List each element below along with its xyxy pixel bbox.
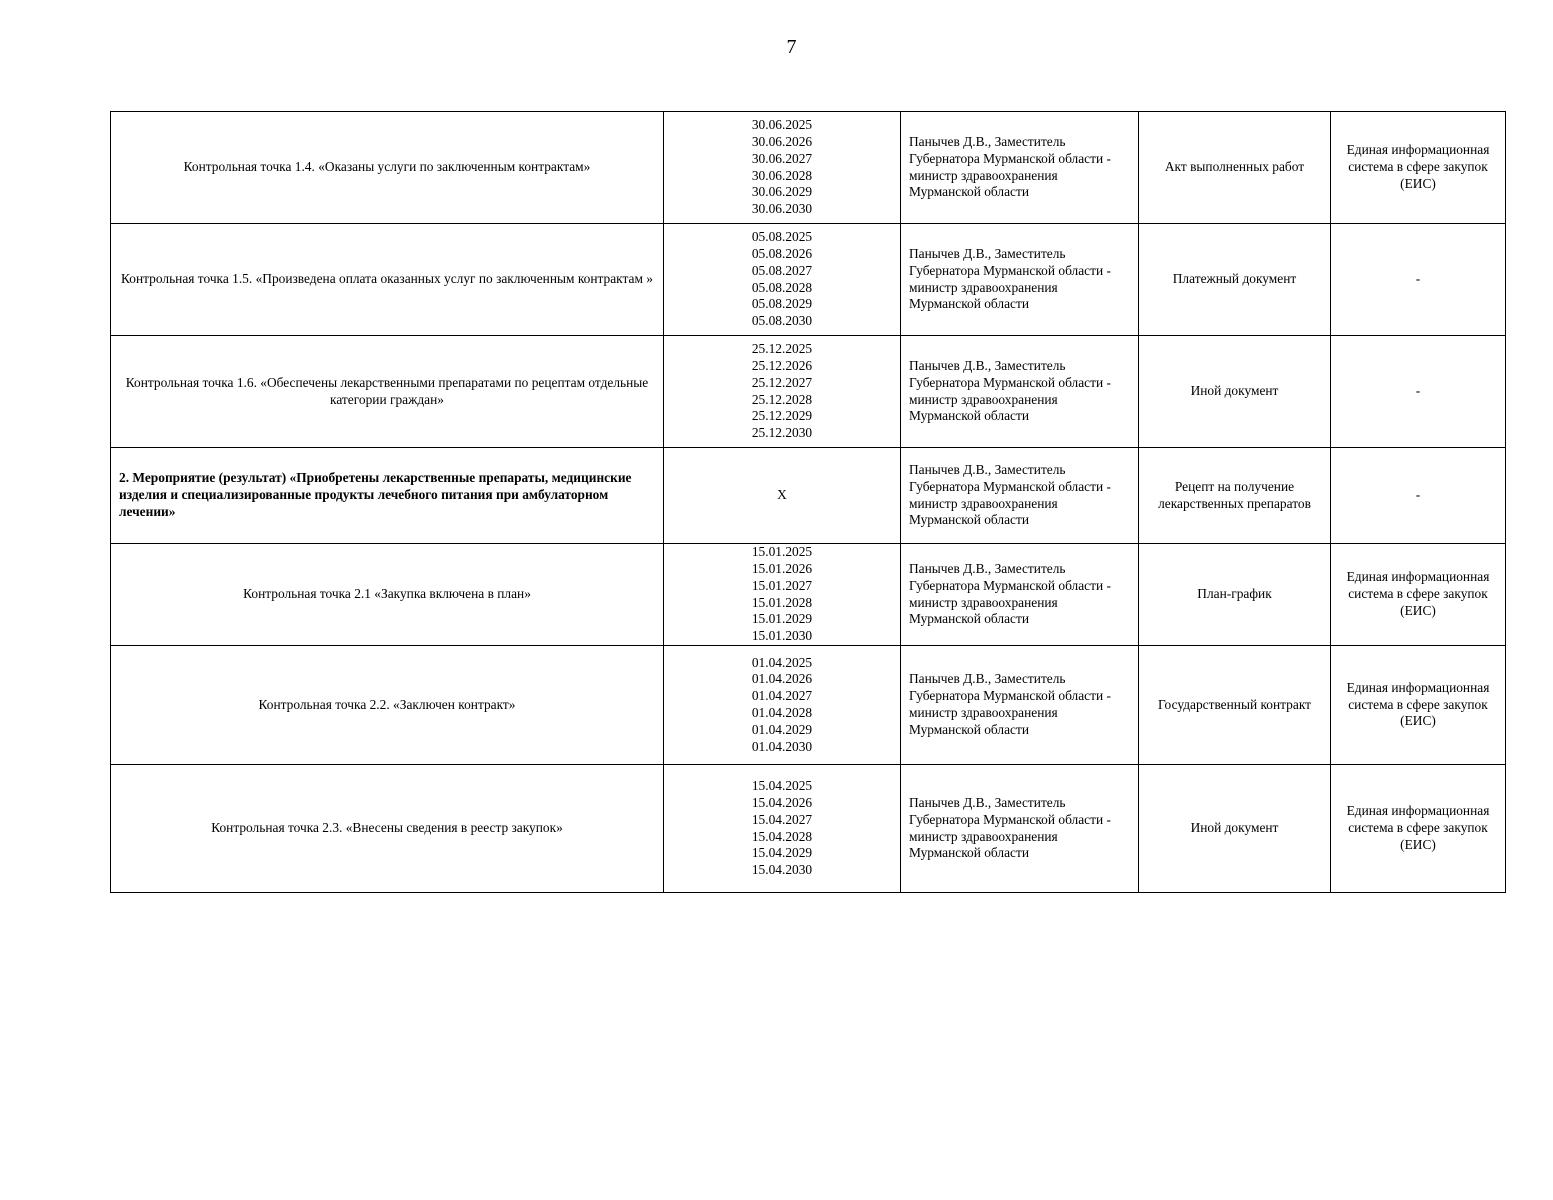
table-row [111, 646, 1506, 765]
document-type-cell: Иной документ [1139, 765, 1331, 893]
responsible-cell: Панычев Д.В., Заместитель Губернатора Мурманской области - министр здравоохранения Мурманской области [901, 112, 1139, 224]
information-system-cell: - [1331, 224, 1506, 336]
control-point-name-cell: Контрольная точка 2.2. «Заключен контракт» [111, 646, 664, 765]
table-row [111, 448, 1506, 544]
date-value: 15.01.2030 [751, 628, 813, 644]
information-system-cell: Единая информационная система в сфере закупок (ЕИС) [1331, 646, 1506, 765]
dates-cell [664, 544, 901, 646]
date-value: 30.06.2025 [751, 117, 813, 133]
date-value: 15.04.2025 [751, 778, 813, 794]
date-value: 30.06.2029 [751, 184, 813, 200]
date-value: 01.04.2028 [751, 705, 813, 720]
date-value: 15.01.2028 [751, 594, 813, 610]
date-value: 30.06.2030 [751, 201, 813, 217]
responsible-cell: Панычев Д.В., Заместитель Губернатора Мурманской области - министр здравоохранения Мурманской области [901, 646, 1139, 765]
activity-title-cell: 2. Мероприятие (результат) «Приобретены лекарственные препараты, медицинские изделия и специализированные продукты лечебного питания при амбулаторном лечении» [111, 448, 664, 544]
date-value: 25.12.2028 [751, 391, 813, 407]
document-type-cell: Платежный документ [1139, 224, 1331, 336]
control-point-name-cell: Контрольная точка 2.3. «Внесены сведения в реестр закупок» [111, 765, 664, 893]
information-system-cell: Единая информационная система в сфере закупок (ЕИС) [1331, 112, 1506, 224]
document-type-cell: Акт выполненных работ [1139, 112, 1331, 224]
date-value: 30.06.2028 [751, 167, 813, 183]
table-row [111, 112, 1506, 224]
control-point-name-cell: Контрольная точка 1.4. «Оказаны услуги по заключенным контрактам» [111, 112, 664, 224]
document-type-cell: План-график [1139, 544, 1331, 646]
dates-cell [664, 448, 901, 544]
date-value: 05.08.2026 [751, 245, 813, 261]
dates-cell [664, 224, 901, 336]
control-points-table [110, 111, 1506, 893]
date-value: 15.04.2029 [751, 845, 813, 861]
dates-cell [664, 646, 901, 765]
table-body [111, 112, 1506, 893]
table-row [111, 224, 1506, 336]
date-value: 25.12.2027 [751, 374, 813, 390]
responsible-cell: Панычев Д.В., Заместитель Губернатора Мурманской области - министр здравоохранения Мурманской области [901, 448, 1139, 544]
page-number: 7 [786, 36, 797, 58]
responsible-cell: Панычев Д.В., Заместитель Губернатора Мурманской области - министр здравоохранения Мурманской области [901, 336, 1139, 448]
dates-cell [664, 765, 901, 893]
information-system-cell: Единая информационная система в сфере закупок (ЕИС) [1331, 544, 1506, 646]
date-value: 15.04.2030 [751, 862, 813, 878]
date-value: 30.06.2027 [751, 150, 813, 166]
date-value: 25.12.2025 [751, 341, 813, 357]
date-value: 01.04.2029 [751, 721, 813, 737]
date-value: 15.04.2026 [751, 794, 813, 810]
control-point-name-cell: Контрольная точка 1.5. «Произведена оплата оказанных услуг по заключенным контрактам » [111, 224, 664, 336]
date-value: 15.01.2029 [751, 611, 813, 627]
information-system-cell: - [1331, 448, 1506, 544]
information-system-cell: - [1331, 336, 1506, 448]
date-value: 25.12.2029 [751, 408, 813, 424]
document-type-cell: Рецепт на получение лекарственных препаратов [1139, 448, 1331, 544]
date-value: 05.08.2027 [751, 262, 813, 278]
date-value: 05.08.2030 [751, 313, 813, 329]
date-value: 25.12.2026 [751, 357, 813, 373]
responsible-cell: Панычев Д.В., Заместитель Губернатора Мурманской области - министр здравоохранения Мурманской области [901, 224, 1139, 336]
date-value: X [777, 487, 787, 503]
control-point-name-cell: Контрольная точка 1.6. «Обеспечены лекарственными препаратами по рецептам отдельные категории граждан» [111, 336, 664, 448]
date-value: 01.04.2027 [751, 688, 813, 704]
information-system-cell: Единая информационная система в сфере закупок (ЕИС) [1331, 765, 1506, 893]
table-row [111, 336, 1506, 448]
dates-cell [664, 112, 901, 224]
dates-cell [664, 336, 901, 448]
date-value: 25.12.2030 [751, 425, 813, 441]
date-value: 30.06.2026 [751, 133, 813, 149]
date-value: 01.04.2025 [751, 654, 813, 670]
control-point-name-cell: Контрольная точка 2.1 «Закупка включена в план» [111, 544, 664, 646]
document-type-cell: Государственный контракт [1139, 646, 1331, 765]
date-value: 15.04.2027 [751, 811, 813, 827]
table-row [111, 544, 1506, 646]
date-value: 15.01.2025 [751, 544, 813, 560]
responsible-cell: Панычев Д.В., Заместитель Губернатора Мурманской области - министр здравоохранения Мурманской области [901, 765, 1139, 893]
date-value: 15.01.2026 [751, 560, 813, 576]
date-value: 15.01.2027 [751, 577, 813, 593]
date-value: 01.04.2026 [751, 671, 813, 687]
date-value: 05.08.2028 [751, 279, 813, 295]
date-value: 05.08.2025 [751, 229, 813, 245]
document-type-cell: Иной документ [1139, 336, 1331, 448]
date-value: 01.04.2030 [751, 738, 813, 754]
table-row [111, 765, 1506, 893]
date-value: 05.08.2029 [751, 296, 813, 312]
date-value: 15.04.2028 [751, 828, 813, 844]
responsible-cell: Панычев Д.В., Заместитель Губернатора Мурманской области - министр здравоохранения Мурманской области [901, 544, 1139, 646]
